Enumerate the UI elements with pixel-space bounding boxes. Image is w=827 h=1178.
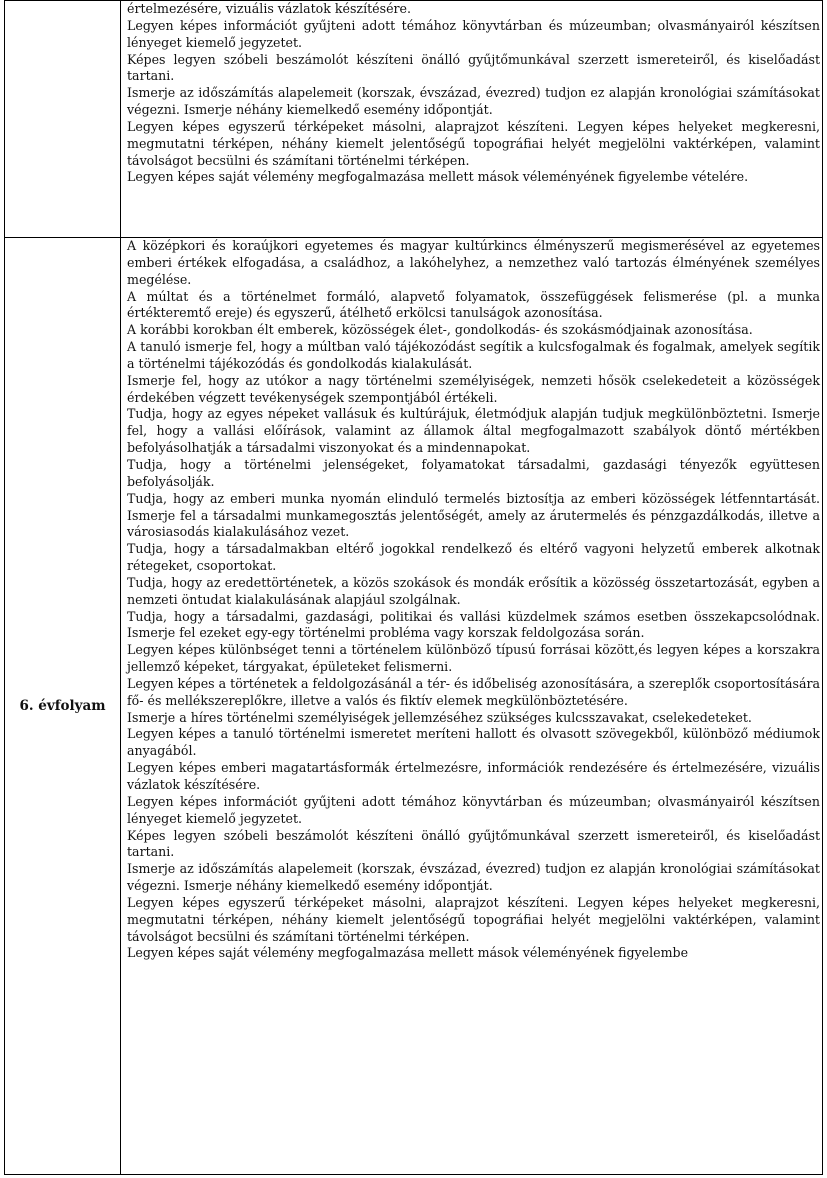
requirement-paragraph: Legyen képes információt gyűjteni adott témához könyvtárban és múzeumban; olvasmányairól készítsen lényeget kiemelő jegyzetet. — [127, 793, 820, 826]
requirement-paragraph: Legyen képes egyszerű térképeket másolni, alaprajzot készíteni. Legyen képes helyeket megkeresni, megmutatni térképen, néhány kiemelt jelentőségű topográfiai helyét megjelölni vaktérképen, valamint távolságot becsülni és számítani történelmi térképen. — [127, 894, 820, 944]
requirement-paragraph: Ismerje az időszámítás alapelemeit (korszak, évszázad, évezred) tudjon ez alapján kronológiai számításokat végezni. Ismerje néhány kiemelkedő esemény időpontját. — [127, 85, 820, 118]
requirement-paragraph: Képes legyen szóbeli beszámolót készíteni önálló gyűjtőmunkával szerzett ismereteiről, és kiselőadást tartani. — [127, 827, 820, 860]
requirement-paragraph: Legyen képes a tanuló történelmi ismeretet meríteni hallott és olvasott szövegekből, különböző médiumok anyagából. — [127, 726, 820, 759]
requirement-paragraph: A korábbi korokban élt emberek, közösségek élet-, gondolkodás- és szokásmódjainak azonosítása. — [127, 322, 753, 338]
requirement-paragraph: Tudja, hogy a társadalmakban eltérő jogokkal rendelkező és eltérő vagyoni helyzetű emberek alkotnak rétegeket, csoportokat. — [127, 541, 820, 574]
requirement-paragraph: Tudja, hogy a történelmi jelenségeket, folyamatokat társadalmi, gazdasági tényezők együttesen befolyásolják. — [127, 456, 820, 489]
requirement-paragraph: Legyen képes különbséget tenni a történelem különböző típusú forrásai között,és legyen képes a korszakra jellemző képeket, tárgyakat, épületeket felismerni. — [127, 642, 820, 675]
table-row — [5, 1, 823, 238]
requirements-cell — [121, 238, 823, 1175]
requirement-paragraph: Legyen képes saját vélemény megfogalmazása mellett mások véleményének figyelembe vételére. — [127, 169, 749, 185]
requirement-paragraph: Legyen képes információt gyűjteni adott témához könyvtárban és múzeumban; olvasmányairól készítsen lényeget kiemelő jegyzetet. — [127, 17, 820, 50]
requirement-paragraph: A múltat és a történelmet formáló, alapvető folyamatok, összefüggések felismerése (pl. a munka értékteremtő ereje) és egyszerű, átélhető erkölcsi tanulságok azonosítása. — [127, 288, 820, 321]
table-row — [5, 238, 823, 1175]
grade-label: 6. évfolyam — [19, 697, 106, 714]
requirement-paragraph: A középkori és koraújkori egyetemes és magyar kultúrkincs élményszerű megismerésével az egyetemes emberi értékek elfogadása, a családhoz, a lakóhelyhez, a nemzethez való tartozás élményének személyes megélése. — [127, 238, 820, 287]
requirement-paragraph: Legyen képes emberi magatartásformák értelmezésre, információk rendezésére és értelmezésére, vizuális vázlatok készítésére. — [127, 760, 820, 792]
requirement-paragraph: Tudja, hogy az emberi munka nyomán elinduló termelés biztosítja az emberi közösségek létfenntartását. Ismerje fel a társadalmi munkamegosztás jelentőségét, amely az árutermelés és pénzgazdálkodás, illetve a városiasodás kialakulásához vezet. — [127, 490, 820, 540]
requirement-paragraph: Képes legyen szóbeli beszámolót készíteni önálló gyűjtőmunkával szerzett ismereteiről, és kiselőadást tartani. — [127, 51, 820, 84]
requirement-paragraph: Tudja, hogy az eredettörténetek, a közös szokások és mondák erősítik a közösség összetartozását, egyben a nemzeti öntudat kialakulásának alapjául szolgálnak. — [127, 574, 820, 607]
requirement-paragraph: A tanuló ismerje fel, hogy a múltban való tájékozódást segítik a kulcsfogalmak és fogalmak, amelyek segítik a történelmi tájékozódás és gondolkodás kialakulását. — [127, 339, 820, 371]
grade-label-cell — [5, 238, 121, 1175]
curriculum-table — [4, 0, 823, 1175]
requirement-paragraph: Tudja, hogy az egyes népeket vallásuk és kultúrájuk, életmódjuk alapján tudjuk megkülönböztetni. Ismerje fel, hogy a vallási előírások, valamint az államok által megfogalmazott szabályok döntő mértékben befolyásolhatják a társadalmi viszonyokat és a mindennapokat. — [127, 406, 820, 456]
requirement-paragraph: értelmezésére, vizuális vázlatok készítésére. — [127, 1, 411, 16]
requirements-cell — [121, 1, 823, 238]
requirement-paragraph: Legyen képes egyszerű térképeket másolni, alaprajzot készíteni. Legyen képes helyeket megkeresni, megmutatni térképen, néhány kiemelt jelentőségű topográfiai helyét megjelölni vaktérképen, valamint távolságot becsülni és számítani történelmi térképen. — [127, 118, 820, 168]
requirement-paragraph: Ismerje az időszámítás alapelemeit (korszak, évszázad, évezred) tudjon ez alapján kronológiai számításokat végezni. Ismerje néhány kiemelkedő esemény időpontját. — [127, 861, 820, 894]
requirement-paragraph: Legyen képes a történetek a feldolgozásánál a tér- és időbeliség azonosítására, a szereplők csoportosítására fő- és mellékszereplőkre, illetve a valós és fiktív elemek megkülönböztetésére. — [127, 675, 820, 708]
requirement-paragraph: Ismerje a híres történelmi személyiségek jellemzéséhez szükséges kulcsszavakat, cselekedeteket. — [127, 709, 752, 725]
requirement-paragraph: Tudja, hogy a társadalmi, gazdasági, politikai és vallási küzdelmek számos esetben összekapcsolódnak. Ismerje fel ezeket egy-egy történelmi probléma vagy korszak feldolgozása során. — [127, 608, 820, 641]
grade-label-cell — [5, 1, 121, 238]
requirement-paragraph: Ismerje fel, hogy az utókor a nagy történelmi személyiségek, nemzeti hősök cselekedeteit a közösségek érdekében végzett tevékenységek szempontjából értékeli. — [127, 372, 820, 405]
requirement-paragraph: Legyen képes saját vélemény megfogalmazása mellett mások véleményének figyelembe — [127, 945, 689, 961]
